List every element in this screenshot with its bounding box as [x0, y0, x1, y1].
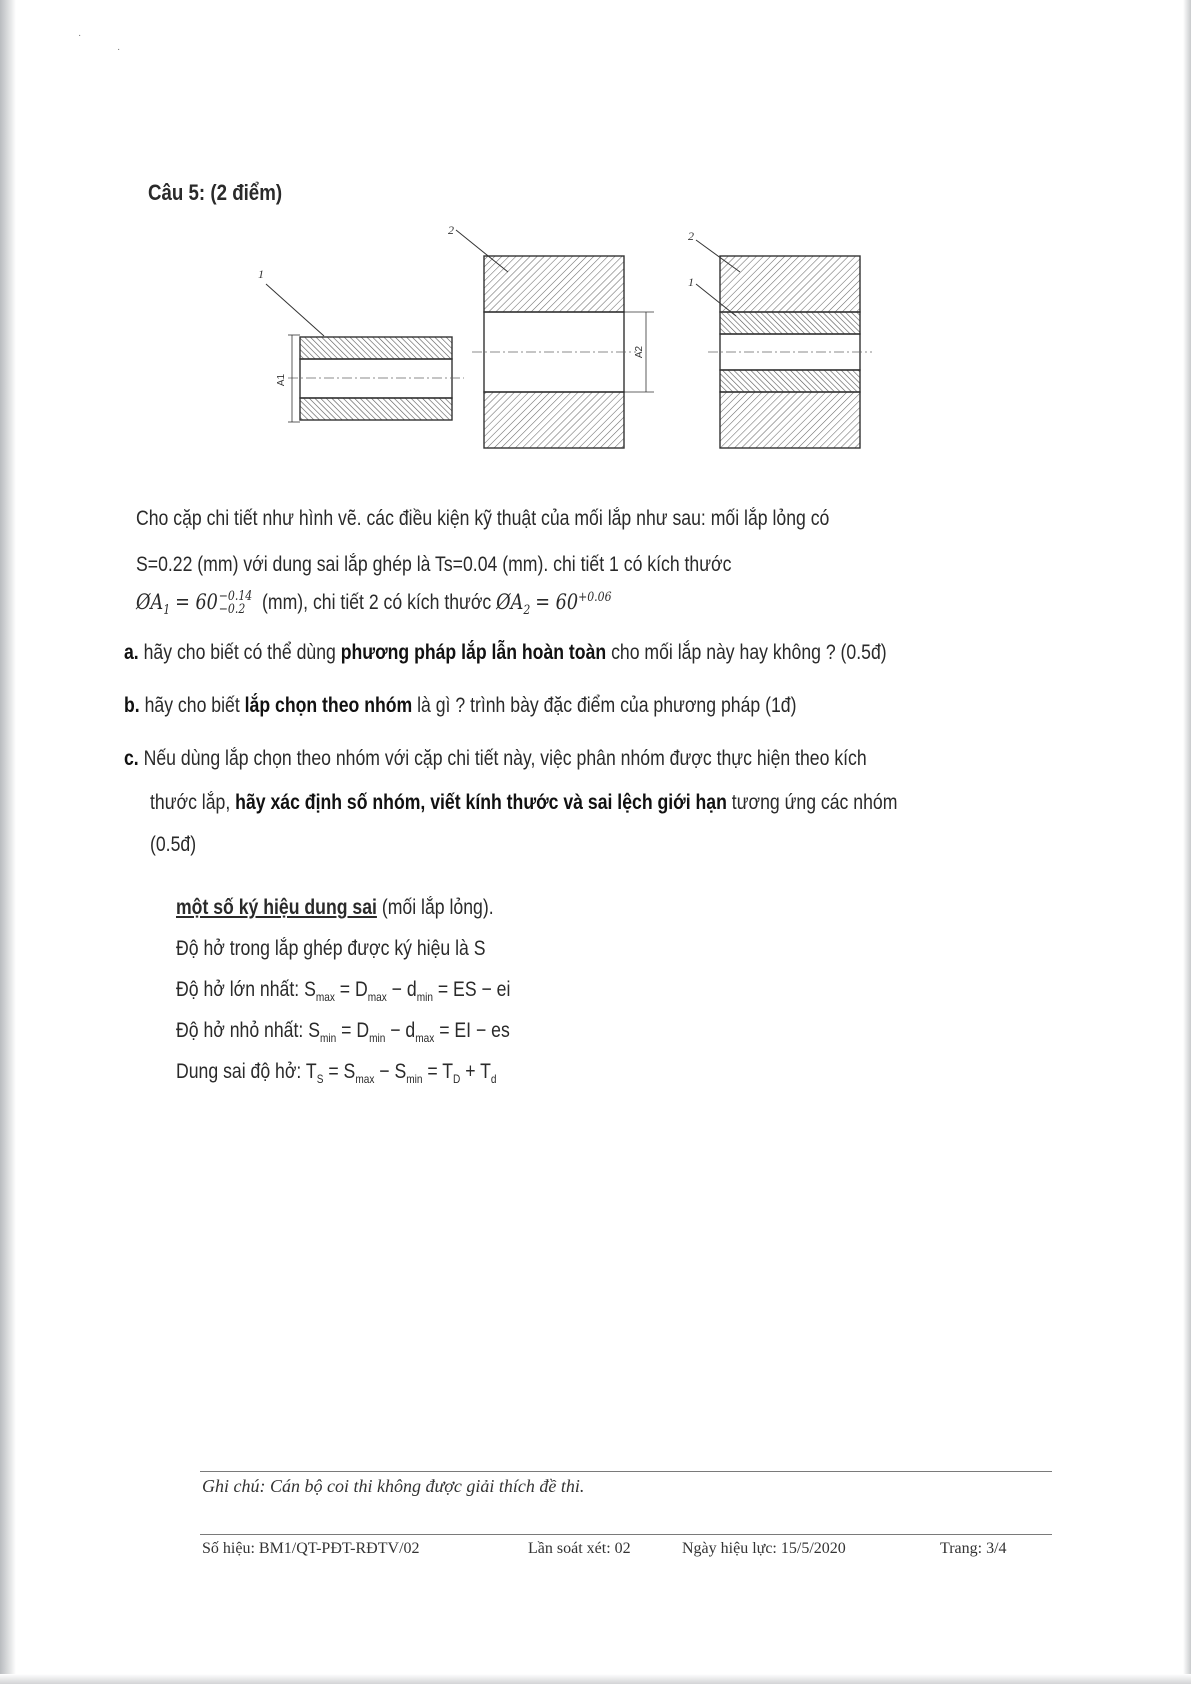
notation-line-2-label: Độ hở lớn nhất: — [176, 978, 300, 1001]
part-c-line-2-before: thước lắp, — [150, 791, 231, 814]
dim2-eq: = 60 — [535, 590, 579, 614]
dim-a1-label: A1 — [276, 373, 287, 387]
description-dimensions — [136, 590, 612, 619]
part-1-drawing — [258, 267, 464, 422]
scan-edge-bottom — [0, 1674, 1191, 1684]
part-a-bold: phương pháp lắp lẫn hoàn toàn — [340, 641, 607, 664]
part-c-label: c. — [124, 747, 139, 770]
scan-edge-right — [1183, 0, 1191, 1684]
dim-a2-label: A2 — [634, 345, 645, 359]
part-b-text-after: là gì ? trình bày đặc điểm của phương pháp (1đ) — [417, 694, 797, 717]
dim2-sub: 2 — [523, 603, 531, 619]
part-a-label: a. — [124, 641, 139, 664]
part-c-line-2-after: tương ứng các nhóm — [731, 791, 898, 814]
part-b — [124, 693, 796, 718]
scan-speck: · — [78, 30, 82, 41]
dim1-sub: 1 — [163, 603, 171, 619]
part-c-line-2 — [150, 790, 897, 815]
dim1-tolerance — [219, 590, 252, 616]
footer-revision: Lần soát xét: 02 — [528, 1540, 631, 1557]
part-b-text-before: hãy cho biết — [144, 694, 240, 717]
technical-drawing — [250, 223, 930, 492]
dim1-symbol: ØA — [136, 590, 164, 614]
scan-edge-left — [0, 0, 16, 1684]
part-b-bold: lắp chọn theo nhóm — [244, 694, 413, 717]
description-line-2: S=0.22 (mm) với dung sai lắp ghép là Ts=0.04 (mm). chi tiết 1 có kích thước — [136, 553, 732, 576]
dim1-unit: (mm), chi tiết 2 có kích thước — [262, 591, 492, 614]
assembly-part-1-label: 1 — [688, 275, 694, 289]
footer-rule-top — [200, 1471, 1052, 1472]
footer-document-code: Số hiệu: BM1/QT-PĐT-RĐTV/02 — [202, 1540, 420, 1557]
notation-line-3-label: Độ hở nhỏ nhất: — [176, 1019, 304, 1042]
footer-note: Ghi chú: Cán bộ coi thi không được giải thích đề thi. — [202, 1476, 585, 1496]
part-c-line-1 — [124, 746, 867, 771]
notation-heading-suffix: (mối lắp lỏng). — [381, 896, 494, 919]
part-a — [124, 640, 887, 665]
dim2-upper: +0.06 — [578, 590, 612, 605]
footer-effective-date: Ngày hiệu lực: 15/5/2020 — [682, 1540, 846, 1557]
dim1-eq: = 60 — [175, 590, 218, 614]
notation-line-4: Dung sai độ hở: $T_S = S_{max} - S_{min} = T_D + T_d$ — [176, 1060, 497, 1087]
notation-line-4-label: Dung sai độ hở: — [176, 1060, 302, 1083]
assembly-part-2-label: 2 — [688, 229, 694, 243]
part-a-text-after: cho mối lắp này hay không ? (0.5đ) — [611, 641, 887, 664]
notation-line-1: Độ hở trong lắp ghép được ký hiệu là S — [176, 937, 486, 960]
footer-rule-bottom — [200, 1534, 1052, 1535]
dim2-symbol: ØA — [496, 590, 524, 614]
scan-speck: · — [117, 44, 121, 55]
question-number: Câu 5: — [148, 180, 206, 205]
part-b-label: b. — [124, 694, 140, 717]
dim1-lower: −0.2 — [218, 602, 246, 618]
part-c-line-3: (0.5đ) — [150, 833, 197, 856]
notation-heading — [176, 896, 494, 920]
question-title — [148, 180, 282, 206]
notation-heading-text: một số ký hiệu dung sai — [176, 896, 377, 919]
part-a-text-before: hãy cho biết có thể dùng — [143, 641, 336, 664]
dim1-upper: −0.14 — [218, 589, 253, 605]
notation-line-3: Độ hở nhỏ nhất: $S_{min} = D_{min} - d_{max}$ = EI − es — [176, 1019, 510, 1046]
part-c-line-1-text: Nếu dùng lắp chọn theo nhóm với cặp chi tiết này, việc phân nhóm được thực hiện theo kích — [143, 747, 867, 770]
description-line-1: Cho cặp chi tiết như hình vẽ. các điều kiện kỹ thuật của mối lắp như sau: mối lắp lỏng có — [136, 507, 830, 530]
notation-line-2: Độ hở lớn nhất: $S_{max} = D_{max} - d_{min}$ = ES − ei — [176, 978, 511, 1005]
part-2-label: 2 — [448, 223, 454, 237]
part-2-drawing — [448, 223, 654, 448]
assembly-drawing — [688, 229, 872, 448]
footer-page-number: Trang: 3/4 — [940, 1540, 1007, 1557]
question-points: (2 điểm) — [210, 180, 283, 205]
part-1-label: 1 — [258, 267, 264, 281]
part-c-line-2-bold: hãy xác định số nhóm, viết kính thước và sai lệch giới hạn — [235, 791, 727, 814]
